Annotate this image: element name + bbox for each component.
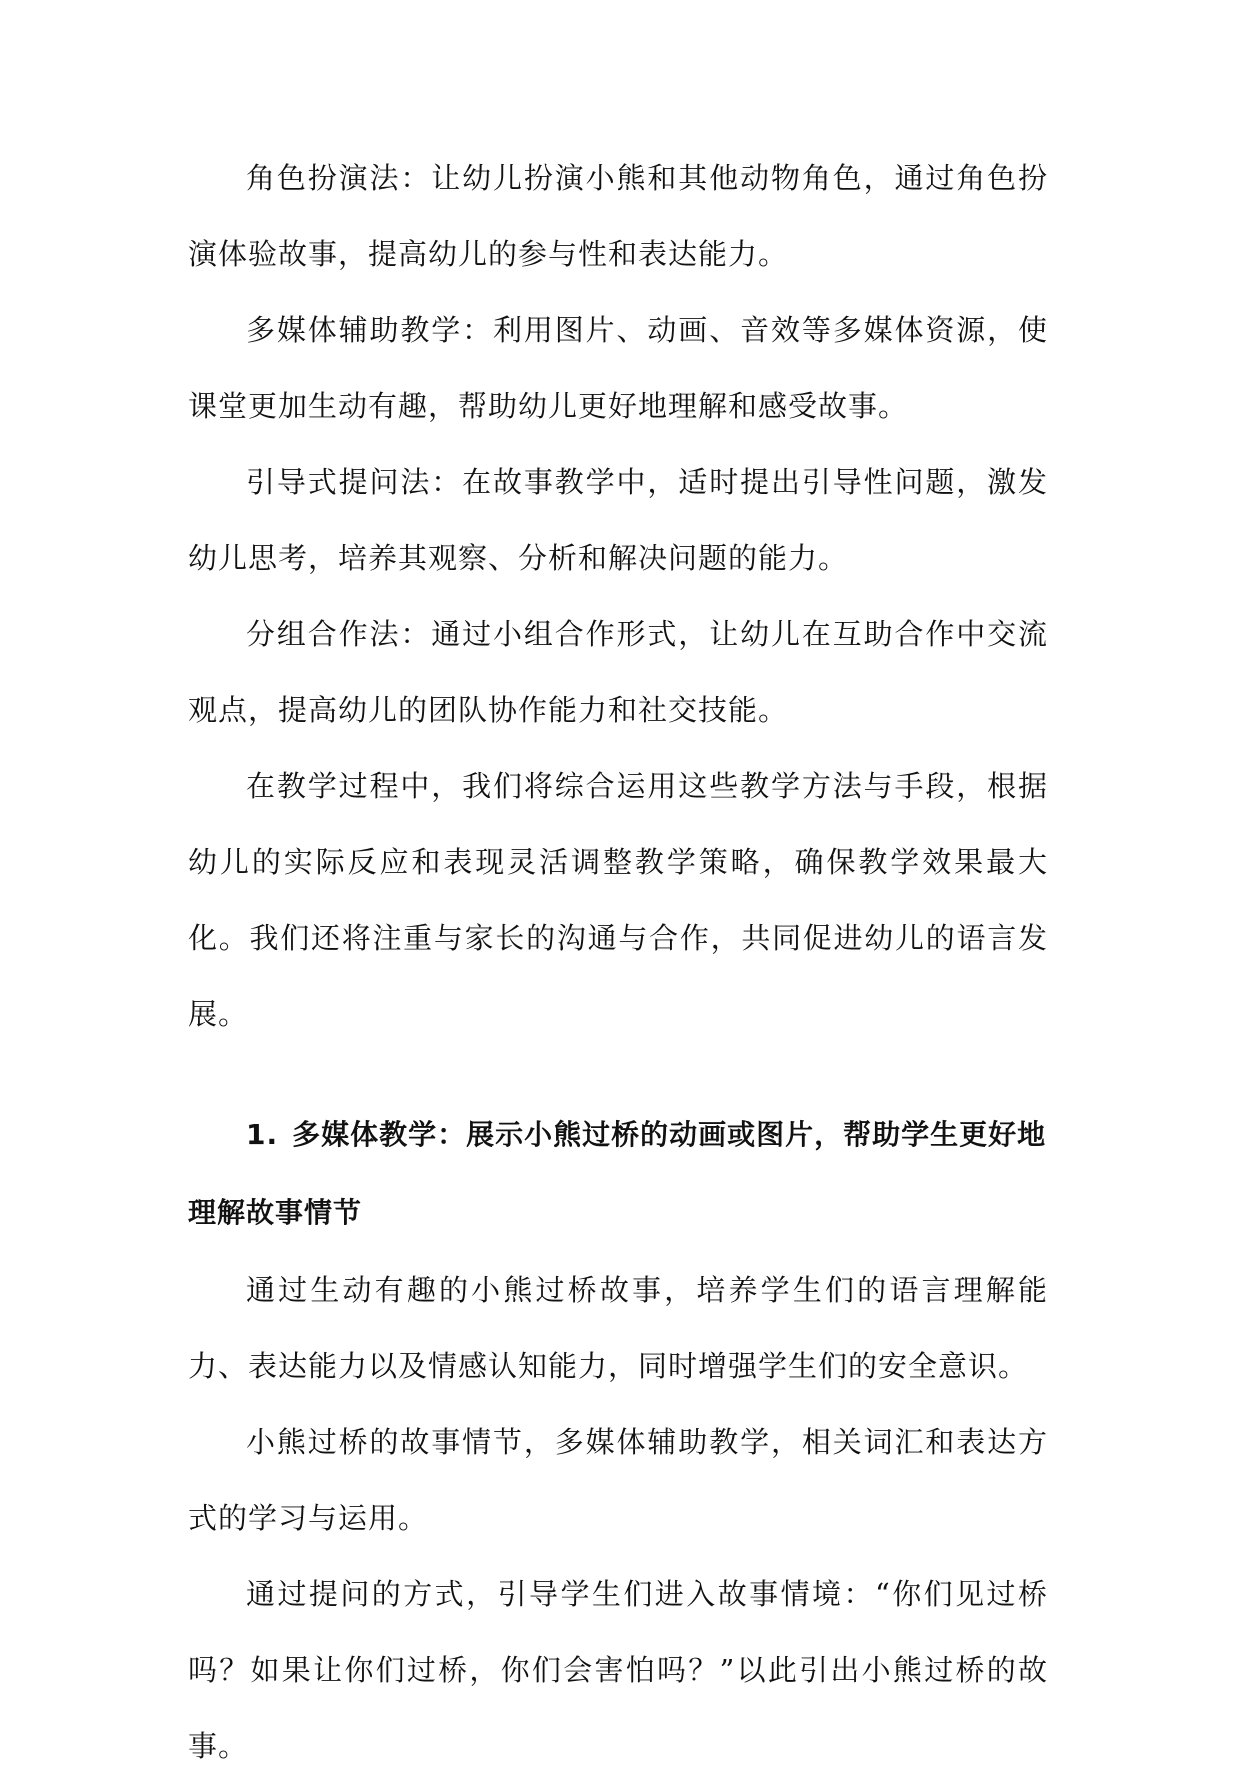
paragraph-role-play: 角色扮演法：让幼儿扮演小熊和其他动物角色，通过角色扮演体验故事，提高幼儿的参与性和表达能力。 [188,161,1048,271]
document-page [188,140,1048,1784]
paragraph-teaching-process: 在教学过程中，我们将综合运用这些教学方法与手段，根据幼儿的实际反应和表现灵活调整教学策略，确保教学效果最大化。我们还将注重与家长的沟通与合作，共同促进幼儿的语言发展。 [188,769,1048,1031]
paragraph-key-points: 小熊过桥的故事情节，多媒体辅助教学，相关词汇和表达方式的学习与运用。 [188,1425,1048,1535]
paragraph-multimedia: 多媒体辅助教学：利用图片、动画、音效等多媒体资源，使课堂更加生动有趣，帮助幼儿更好地理解和感受故事。 [188,313,1048,423]
paragraph-guided-questions: 引导式提问法：在故事教学中，适时提出引导性问题，激发幼儿思考，培养其观察、分析和解决问题的能力。 [188,465,1048,575]
heading-text: 多媒体教学：展示小熊过桥的动画或图片，帮助学生更好地理解故事情节 [188,1118,1047,1229]
section-heading [188,1096,1048,1252]
paragraph-introduction: 通过提问的方式，引导学生们进入故事情境：“你们见过桥吗？如果让你们过桥，你们会害怕吗？”以此引出小熊过桥的故事。 [188,1577,1048,1763]
heading-number: 1. [246,1118,279,1151]
paragraph-group-work: 分组合作法：通过小组合作形式，让幼儿在互助合作中交流观点，提高幼儿的团队协作能力和社交技能。 [188,617,1048,727]
paragraph-objectives: 通过生动有趣的小熊过桥故事，培养学生们的语言理解能力、表达能力以及情感认知能力，同时增强学生们的安全意识。 [188,1273,1048,1383]
